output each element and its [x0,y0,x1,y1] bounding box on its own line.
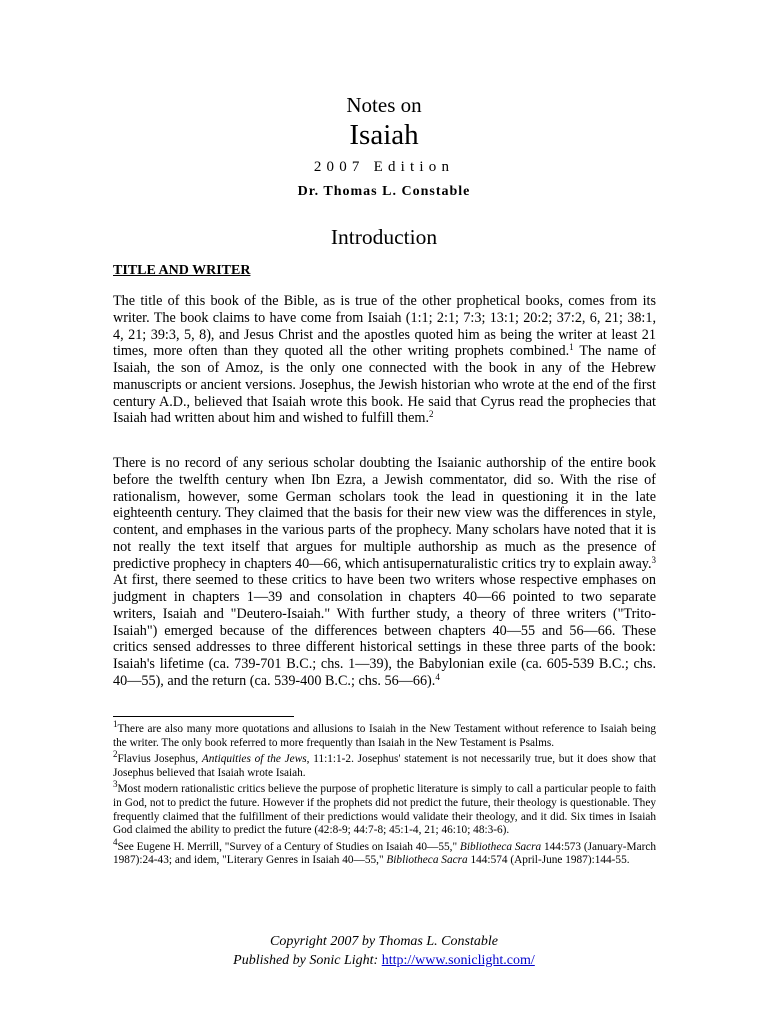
footnote-text: 144:574 (April-June 1987):144-55. [467,854,630,867]
footnote-book-title: Antiquities of the Jews [201,753,307,766]
book-title: Isaiah [349,119,419,151]
author-name: Dr. Thomas L. Constable [297,184,471,199]
footnote-number: 4 [113,836,118,847]
footnote-text: , 11:1:1-2. Josephus' statement is not necessarily true, but it does show that Josephus believed that Isaiah wrote Isaiah. [113,753,656,779]
copyright-notice: Copyright 2007 by Thomas L. Constable [270,934,498,949]
footnote-3 [113,779,656,837]
edition-label: 2007 Edition [313,159,455,175]
footnote-journal-title: Bibliotheca Sacra [386,854,468,867]
footnote-text: Flavius Josephus, [117,753,202,766]
notes-on-label: Notes on [346,93,422,117]
website-link[interactable]: http://www.soniclight.com/ [381,953,535,968]
paragraph-text: The title of this book of the Bible, as is true of the other prophetical books, comes from its writer. The book claims to have come from Isaiah (1:1; 2:1; 7:3; 13:1; 20:2; 37:2, 6, 21; 38:1, 4, 21; 39:3, 5, 8), and Jesus Christ and the apostles quoted him as being the writer at least 21 times, more often than they quoted all the other writing prophets combined. [113,293,656,360]
paragraph-text: There is no record of any serious scholar doubting the Isaianic authorship of the entire book before the twelfth century when Ibn Ezra, a Jewish commentator, did so. With the rise of rationalism, however, some German scholars took the lead in questioning it in the late eighteenth century. They claimed that the basis for their new view was the differences in style, content, and emphases in the various parts of the prophecy. Many scholars have noted that it is not really the text itself that argues for multiple authorship as much as the presence of predictive prophecy in chapters 40—66, which antisupernaturalistic critics try to explain away. [113,455,656,572]
footnote-number: 2 [113,749,118,760]
footnote-text: Most modern rationalistic critics believe the purpose of prophetic literature is simply to call a particular people to faith in God, not to predict the future. However if the prophets did not predict the future, their theology is questionable. They frequently claimed that the fulfillment of their predictions would validate their theology, and it did. Six times in Isaiah God claimed the ability to predict the future (42:8-9; 44:7-8; 45:1-4, 21; 46:10; 48:3-6). [113,783,656,837]
introduction-heading: Introduction [330,225,438,249]
footnote-journal-title: Bibliotheca Sacra [459,840,542,853]
paragraph-authorship-critique [113,455,656,690]
footnote-ref-2[interactable]: 2 [429,409,434,420]
footnote-text: There are also many more quotations and allusions to Isaiah in the New Testament without reference to Isaiah being the writer. The only book referred to more frequently than Isaiah in the New Testament is Psalms. [113,723,656,749]
publisher-line [0,953,768,969]
footnote-ref-1[interactable]: 1 [569,342,574,353]
paragraph-title-and-writer [113,293,656,427]
publisher-label: Published by Sonic Light: [233,953,382,968]
footnote-divider [113,716,294,717]
footnote-ref-4[interactable]: 4 [435,671,440,682]
footnote-ref-3[interactable]: 3 [651,554,656,565]
section-heading-title-and-writer: TITLE AND WRITER [113,263,251,278]
footnote-text: See Eugene H. Merrill, "Survey of a Century of Studies on Isaiah 40—55," [117,840,460,853]
footnote-1 [113,719,656,750]
footnote-4 [113,836,657,868]
paragraph-text: At first, there seemed to these critics to have been two writers whose respective emphases on judgment in chapters 1—39 and consolation in chapters 40—66 pointed to two separate writers, Isaiah and "Deutero-Isaiah." With further study, a theory of three writers ("Trito-Isaiah") emerged because of the differences between chapters 40—55 and 56—66. These critics sensed addresses to three different historical settings in these three parts of the book: Isaiah's lifetime (ca. 739-701 B.C.; chs. 1—39), the Babylonian exile (ca. 605-539 B.C.; chs. 40—55), and the return (ca. 539-400 B.C.; chs. 56—66). [113,572,656,689]
footnote-number: 3 [113,779,118,790]
footnote-text: 144:573 (January-March 1987):24-43; and idem, "Literary Genres in Isaiah 40—55," [113,840,657,867]
footnote-number: 1 [113,719,118,729]
footnote-2 [113,749,656,780]
footnotes-section [113,719,657,871]
paragraph-text: The name of Isaiah, the son of Amoz, is the only one connected with the book in any of the Hebrew manuscripts or ancient versions. Josephus, the Jewish historian who wrote at the end of the first century A.D., believed that Isaiah wrote this book. He said that Cyrus read the prophecies that Isaiah had written about him and wished to fulfill them. [113,343,657,427]
